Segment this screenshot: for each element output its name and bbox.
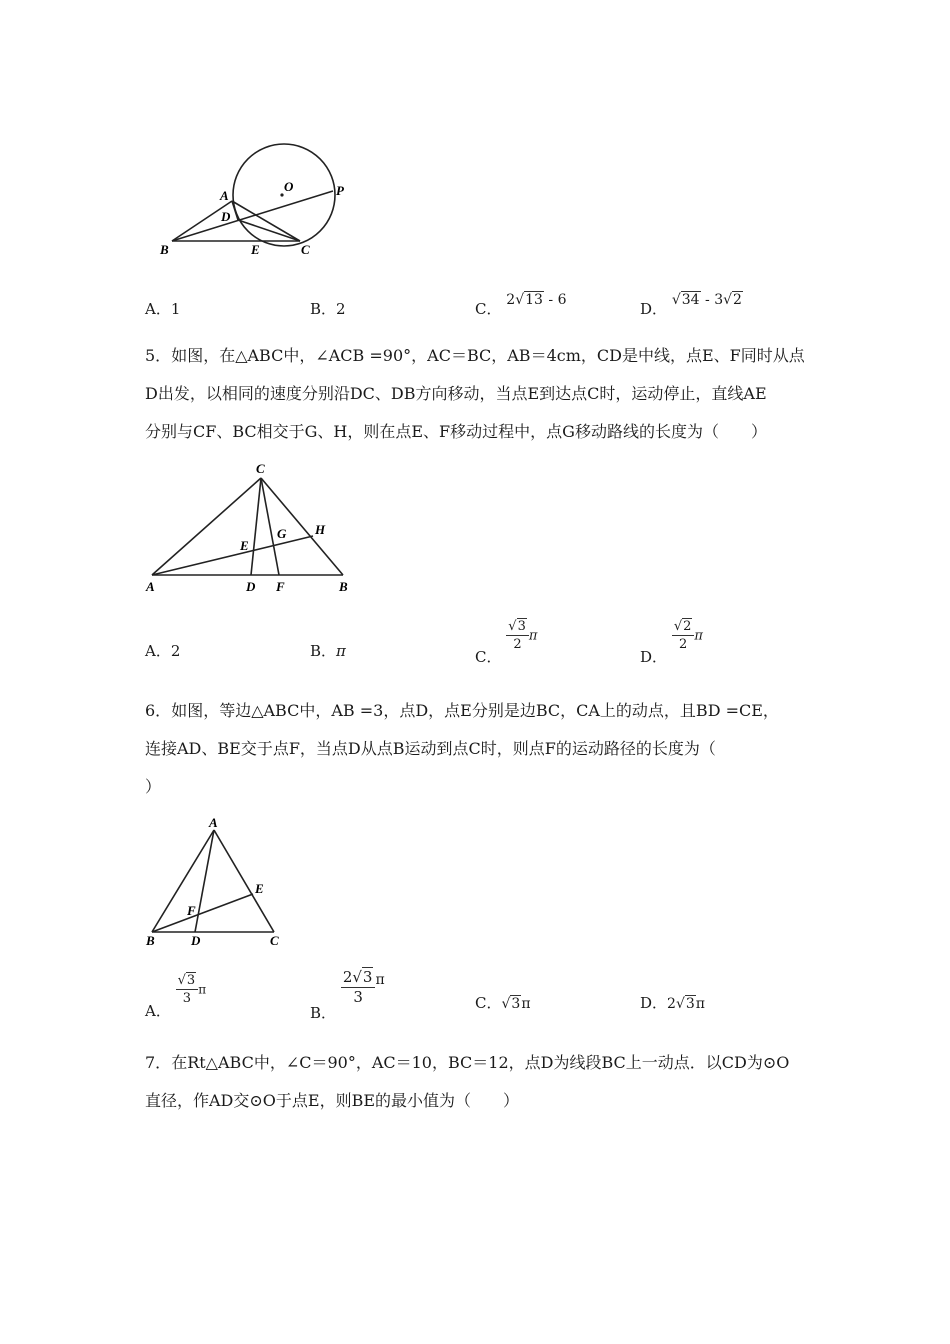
pi: π [521, 996, 531, 1012]
pi: π [375, 971, 385, 988]
segment-bp [172, 191, 333, 241]
segment-ac [152, 478, 261, 575]
segment-be [152, 894, 253, 932]
denominator: 3 [182, 991, 192, 1006]
segment-cd [251, 478, 261, 575]
fraction [176, 972, 199, 1007]
label-a: A [209, 815, 218, 830]
q7-stem [145, 1044, 815, 1120]
q-number: 6． [145, 701, 172, 720]
q4-figure [150, 140, 370, 265]
label-f: F [276, 579, 285, 594]
label-e: E [255, 881, 264, 896]
segment-ac [214, 830, 274, 932]
label-f: F [187, 903, 196, 918]
q5-line-1 [145, 337, 815, 375]
numerator: 2√3 [341, 968, 376, 988]
label-b: B [146, 933, 155, 948]
label-c: C [301, 242, 310, 257]
label-h: H [315, 522, 326, 537]
option-letter: C． [475, 300, 502, 318]
option-expression: √34 - 3√2 [671, 292, 742, 308]
segment-cb [261, 478, 343, 575]
q6-line-1 [145, 692, 815, 730]
option-letter: A． [145, 1001, 171, 1020]
q6-option-b [310, 968, 385, 1022]
radicand: 3 [685, 996, 695, 1012]
label-e: E [240, 538, 249, 553]
pi: π [694, 628, 703, 644]
option-value: π [336, 642, 346, 660]
label-d: D [221, 209, 231, 224]
q4-option-d [640, 292, 743, 319]
label-d: D [191, 933, 201, 948]
q5-line-3: 分别与CF、BC相交于G、H，则在点E、F移动过程中，点G移动路线的长度为（ ） [145, 422, 767, 441]
option-letter: B． [310, 642, 337, 660]
q4-option-c [475, 292, 567, 319]
fraction [341, 968, 376, 1007]
q4-option-b [310, 298, 346, 319]
option-value: 1 [170, 300, 181, 318]
tail: - 6 [543, 292, 567, 308]
q-number: 7． [145, 1053, 172, 1072]
radicand: 3 [186, 973, 196, 988]
q6-line-2: 连接AD、BE交于点F，当点D从点B运动到点C时，则点F的运动路径的长度为（ [145, 739, 716, 758]
label-d: D [246, 579, 256, 594]
option-expression: 2√13 - 6 [506, 292, 567, 308]
q-line: 在Rt△ABC中，∠C＝90°，AC＝10，BC＝12，点D为线段BC上一动点．以CD为⊙O [171, 1053, 790, 1072]
pi: π [528, 628, 538, 644]
option-letter: B． [310, 1003, 337, 1022]
option-letter: D． [640, 994, 668, 1012]
q5-option-b [310, 640, 346, 661]
option-expression: 2√3π [667, 996, 705, 1012]
q6-figure [140, 815, 300, 955]
label-c: C [256, 461, 265, 476]
fraction [506, 618, 529, 653]
q5-figure [140, 458, 365, 598]
option-letter: D． [640, 647, 668, 666]
q6-option-c [475, 992, 531, 1013]
denominator: 3 [353, 988, 363, 1006]
label-p: P [336, 183, 344, 198]
option-letter: A． [145, 642, 171, 660]
q6-stem [145, 692, 815, 806]
q4-option-a [145, 298, 180, 319]
numerator: √3 [506, 618, 529, 636]
label-c: C [270, 933, 279, 948]
q-line: 如图，等边△ABC中，AB =3，点D，点E分别是边BC，CA上的动点，且BD =CE， [171, 701, 779, 720]
radicand: 34 [681, 292, 700, 308]
q-line: 如图，在△ABC中，∠ACB =90°，AC＝BC，AB＝4cm，CD是中线，点E、F同时从点 [171, 346, 805, 365]
segment-ah [152, 536, 313, 575]
mid: - 3 [700, 292, 724, 308]
radicand: 2 [733, 292, 742, 308]
fraction [672, 618, 695, 653]
label-e: E [251, 242, 260, 257]
radicand: 3 [511, 996, 521, 1012]
q6-option-d [640, 992, 705, 1013]
numerator: √2 [672, 618, 695, 636]
q6-line-3: ） [145, 777, 162, 796]
label-b: B [339, 579, 348, 594]
option-letter: B． [310, 300, 337, 318]
q5-option-c [475, 618, 538, 666]
option-value: 2 [170, 642, 181, 660]
label-g: G [277, 526, 287, 541]
label-o: O [284, 179, 294, 194]
q7-line-2: 直径，作AD交⊙O于点E，则BE的最小值为（ ） [145, 1091, 520, 1110]
denominator: 2 [513, 637, 522, 652]
coef: 2 [506, 292, 516, 308]
option-expression: √3π [501, 996, 531, 1012]
label-a: A [146, 579, 155, 594]
label-b: B [160, 242, 169, 257]
q-number: 5． [145, 346, 172, 365]
option-value: 2 [336, 300, 346, 318]
radicand: 13 [525, 292, 543, 308]
pi: π [695, 996, 705, 1012]
denominator: 2 [678, 637, 688, 652]
q7-line-1 [145, 1044, 815, 1082]
q5-stem [145, 337, 815, 451]
option-letter: C． [475, 647, 502, 666]
pi: π [198, 982, 207, 997]
radicand: 2 [683, 619, 692, 634]
q6-option-a [145, 972, 207, 1020]
numerator: √3 [176, 972, 199, 990]
radicand: 3 [517, 619, 526, 634]
option-letter: C． [475, 994, 502, 1012]
q5-line-2: D出发，以相同的速度分别沿DC、DB方向移动，当点E到达点C时，运动停止，直线AE [145, 384, 767, 403]
label-a: A [220, 188, 229, 203]
q5-option-d [640, 618, 703, 666]
option-letter: A． [145, 300, 171, 318]
radicand: 3 [362, 968, 373, 986]
q5-option-a [145, 640, 180, 661]
coef: 2 [342, 968, 353, 986]
coef: 2 [667, 996, 676, 1012]
option-letter: D． [640, 300, 668, 318]
